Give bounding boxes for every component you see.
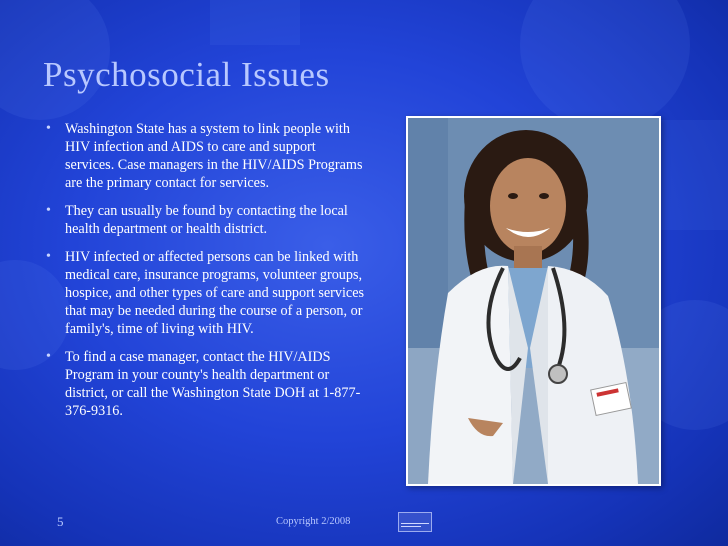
bullet-text: To find a case manager, contact the HIV/AIDS Program in your county's health department or district, or call the Washington State DOH at 1-877-376-9316.	[65, 349, 361, 419]
copyright-text: Copyright 2/2008	[276, 516, 351, 527]
doctor-photo	[408, 118, 659, 484]
bullet-item	[46, 248, 366, 338]
photo-frame	[406, 116, 661, 486]
bullet-item	[46, 202, 366, 238]
bullet-text: Washington State has a system to link people with HIV infection and AIDS to care and support services. Case managers in the HIV/AIDS Programs are the primary contact for services.	[65, 121, 363, 191]
decorative-circle	[520, 0, 690, 130]
bullet-text: HIV infected or affected persons can be linked with medical care, insurance programs, volunteer groups, hospice, and other types of care and support services that may be needed during the course of a person, or family's, time of living with HIV.	[65, 249, 365, 337]
slide-title: Psychosocial Issues	[43, 55, 330, 94]
bullet-list	[46, 120, 366, 430]
bullet-item	[46, 120, 366, 192]
logo-graphic	[399, 513, 431, 531]
bullet-item	[46, 348, 366, 420]
bullet-icon: •	[46, 249, 51, 264]
page-number: 5	[57, 514, 64, 529]
bullet-icon: •	[46, 349, 51, 364]
decorative-square	[210, 0, 300, 45]
bullet-icon: •	[46, 121, 51, 136]
doctor-illustration	[408, 118, 659, 484]
bullet-text: They can usually be found by contacting the local health department or health district.	[65, 203, 348, 237]
wsdh-logo-icon	[398, 512, 432, 532]
bullet-icon: •	[46, 203, 51, 218]
